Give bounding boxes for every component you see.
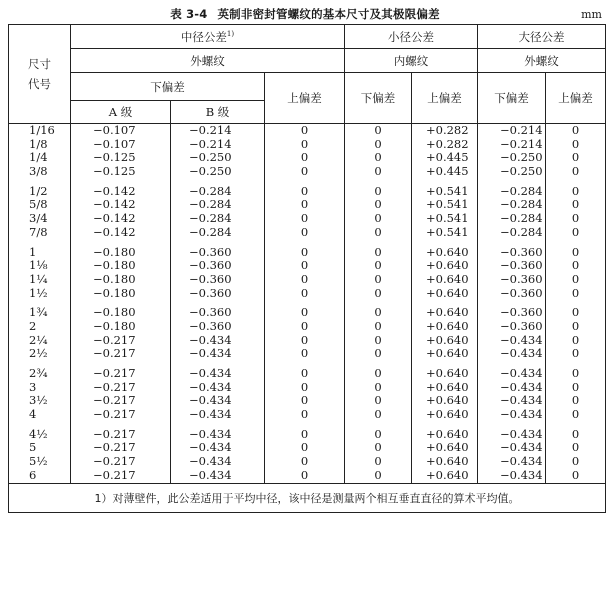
cell-b: −0.434 [189, 379, 232, 394]
cell-a: −0.180 [93, 285, 136, 300]
cell-size: 3/4 [29, 211, 48, 226]
cell-major-up: 0 [571, 123, 580, 137]
cell-b: −0.434 [189, 440, 232, 455]
cell-a: −0.217 [93, 426, 136, 441]
cell-major-up: 0 [571, 164, 580, 179]
cell-pitch-up: 0 [300, 393, 309, 408]
cell-minor-up: +0.640 [426, 332, 469, 347]
cell-major-low: −0.214 [500, 123, 543, 137]
cell-a: −0.180 [93, 244, 136, 259]
cell-minor-low: 0 [374, 150, 382, 165]
cell-size: 1/2 [29, 183, 48, 198]
cell-minor-low: 0 [374, 258, 382, 273]
cell-a: −0.142 [93, 183, 136, 198]
cell-minor-low: 0 [374, 197, 382, 212]
cell-a: −0.180 [93, 305, 136, 320]
cell-minor-low: 0 [374, 366, 382, 380]
cell-minor-low: 0 [374, 224, 382, 239]
cell-minor-up: +0.541 [426, 183, 469, 198]
cell-b: −0.360 [189, 318, 232, 333]
cell-pitch-up: 0 [300, 318, 309, 333]
cell-b: −0.434 [189, 346, 232, 361]
cell-size: 5 [29, 440, 37, 455]
cell-major-up: 0 [571, 197, 580, 212]
column-size [9, 124, 71, 484]
cell-major-up: 0 [571, 224, 580, 239]
cell-major-up: 0 [571, 318, 580, 333]
cell-minor-up: +0.640 [426, 305, 469, 320]
header-pitch-tolerance [71, 25, 345, 49]
cell-minor-up: +0.640 [426, 407, 469, 422]
cell-minor-up: +0.541 [426, 224, 469, 239]
cell-size: 1/4 [29, 150, 48, 165]
cell-minor-low: 0 [374, 211, 382, 226]
cell-minor-up: +0.640 [426, 318, 469, 333]
cell-size: 2 [29, 318, 37, 333]
cell-major-low: −0.360 [500, 318, 543, 333]
cell-minor-up: +0.541 [426, 197, 469, 212]
cell-minor-up: +0.640 [426, 285, 469, 300]
cell-minor-low: 0 [374, 346, 382, 361]
cell-size: 3 [29, 379, 37, 394]
cell-major-low: −0.284 [500, 197, 543, 212]
cell-b: −0.250 [189, 150, 232, 165]
cell-a: −0.217 [93, 454, 136, 469]
cell-size: 7/8 [29, 224, 48, 239]
cell-major-up: 0 [571, 244, 580, 259]
cell-a: −0.180 [93, 258, 136, 273]
cell-size: 1 [29, 244, 37, 259]
cell-major-low: −0.360 [500, 271, 543, 286]
cell-pitch-up: 0 [300, 271, 309, 286]
cell-a: −0.125 [93, 164, 136, 179]
cell-major-up: 0 [571, 379, 580, 394]
cell-major-low: −0.434 [500, 393, 543, 408]
header-pitch-upper: 上偏差 [265, 73, 345, 124]
cell-minor-up: +0.282 [426, 123, 469, 137]
cell-pitch-up: 0 [300, 379, 309, 394]
cell-major-low: −0.250 [500, 150, 543, 165]
cell-major-up: 0 [571, 454, 580, 469]
header-major-upper: 上偏差 [546, 73, 606, 124]
column-major-lower [478, 124, 546, 484]
cell-major-up: 0 [571, 183, 580, 198]
cell-major-low: −0.434 [500, 332, 543, 347]
cell-b: −0.434 [189, 332, 232, 347]
cell-pitch-up: 0 [300, 305, 309, 320]
cell-b: −0.434 [189, 426, 232, 441]
header-minor-lower: 下偏差 [345, 73, 412, 124]
cell-minor-up: +0.541 [426, 211, 469, 226]
cell-minor-up: +0.445 [426, 150, 469, 165]
cell-minor-up: +0.640 [426, 379, 469, 394]
cell-minor-up: +0.640 [426, 426, 469, 441]
cell-a: −0.142 [93, 211, 136, 226]
cell-a: −0.217 [93, 407, 136, 422]
cell-minor-up: +0.640 [426, 346, 469, 361]
header-grade-b: B 级 [171, 101, 265, 124]
cell-major-low: −0.214 [500, 136, 543, 151]
cell-size: 1¼ [29, 271, 48, 286]
cell-a: −0.217 [93, 379, 136, 394]
cell-major-up: 0 [571, 407, 580, 422]
cell-major-low: −0.284 [500, 183, 543, 198]
cell-minor-low: 0 [374, 426, 382, 441]
header-major-tolerance: 大径公差 [478, 25, 606, 49]
cell-minor-up: +0.282 [426, 136, 469, 151]
cell-size: 3/8 [29, 164, 48, 179]
cell-pitch-up: 0 [300, 440, 309, 455]
cell-major-up: 0 [571, 211, 580, 226]
cell-size: 6 [29, 467, 37, 482]
cell-major-low: −0.250 [500, 164, 543, 179]
cell-size: 2½ [29, 346, 48, 361]
cell-pitch-up: 0 [300, 426, 309, 441]
cell-major-up: 0 [571, 467, 580, 482]
cell-a: −0.125 [93, 150, 136, 165]
cell-major-low: −0.360 [500, 285, 543, 300]
header-major-lower: 下偏差 [478, 73, 546, 124]
cell-minor-up: +0.640 [426, 244, 469, 259]
cell-major-low: −0.434 [500, 467, 543, 482]
cell-pitch-up: 0 [300, 258, 309, 273]
cell-minor-up: +0.640 [426, 271, 469, 286]
cell-pitch-up: 0 [300, 332, 309, 347]
cell-a: −0.217 [93, 393, 136, 408]
cell-pitch-up: 0 [300, 467, 309, 482]
cell-b: −0.360 [189, 271, 232, 286]
cell-a: −0.180 [93, 271, 136, 286]
cell-minor-up: +0.640 [426, 258, 469, 273]
cell-minor-low: 0 [374, 393, 382, 408]
cell-size: 2¾ [29, 366, 48, 380]
cell-minor-low: 0 [374, 244, 382, 259]
cell-b: −0.250 [189, 164, 232, 179]
unit-label: mm [581, 8, 602, 21]
cell-minor-low: 0 [374, 164, 382, 179]
cell-minor-up: +0.640 [426, 454, 469, 469]
column-major-upper [546, 124, 606, 484]
table-title [0, 6, 610, 20]
cell-minor-low: 0 [374, 332, 382, 347]
cell-a: −0.217 [93, 467, 136, 482]
column-minor-upper [412, 124, 478, 484]
cell-b: −0.434 [189, 366, 232, 380]
cell-minor-low: 0 [374, 305, 382, 320]
cell-major-up: 0 [571, 332, 580, 347]
cell-minor-low: 0 [374, 440, 382, 455]
cell-b: −0.360 [189, 258, 232, 273]
cell-pitch-up: 0 [300, 123, 309, 137]
cell-major-low: −0.360 [500, 258, 543, 273]
cell-b: −0.434 [189, 407, 232, 422]
cell-size: 1½ [29, 285, 48, 300]
cell-major-low: −0.434 [500, 366, 543, 380]
cell-b: −0.214 [189, 123, 232, 137]
table-number: 表 3-4 [170, 7, 208, 21]
cell-a: −0.217 [93, 366, 136, 380]
header-size-code-text: 尺寸 代号 [28, 57, 51, 91]
cell-major-up: 0 [571, 150, 580, 165]
cell-b: −0.434 [189, 454, 232, 469]
cell-major-low: −0.434 [500, 426, 543, 441]
cell-minor-up: +0.445 [426, 164, 469, 179]
cell-b: −0.434 [189, 393, 232, 408]
cell-major-low: −0.360 [500, 305, 543, 320]
cell-major-up: 0 [571, 258, 580, 273]
cell-major-up: 0 [571, 426, 580, 441]
cell-pitch-up: 0 [300, 244, 309, 259]
cell-pitch-up: 0 [300, 183, 309, 198]
footnote: 1）对薄壁件，此公差适用于平均中径，该中径是测量两个相互垂直直径的算术平均值。 [9, 483, 606, 512]
cell-minor-low: 0 [374, 123, 382, 137]
cell-size: 1⅛ [29, 258, 48, 273]
cell-major-low: −0.434 [500, 346, 543, 361]
cell-major-low: −0.284 [500, 224, 543, 239]
cell-pitch-up: 0 [300, 224, 309, 239]
cell-minor-low: 0 [374, 379, 382, 394]
header-pitch-external: 外螺纹 [71, 49, 345, 73]
cell-a: −0.107 [93, 136, 136, 151]
cell-minor-low: 0 [374, 407, 382, 422]
cell-pitch-up: 0 [300, 346, 309, 361]
cell-major-up: 0 [571, 136, 580, 151]
cell-major-low: −0.360 [500, 244, 543, 259]
header-size-code [9, 25, 71, 124]
cell-a: −0.217 [93, 332, 136, 347]
cell-pitch-up: 0 [300, 136, 309, 151]
column-grade-a [71, 124, 171, 484]
table-title-text: 英制非密封管螺纹的基本尺寸及其极限偏差 [217, 7, 440, 21]
cell-minor-low: 0 [374, 136, 382, 151]
cell-major-low: −0.284 [500, 211, 543, 226]
cell-major-up: 0 [571, 271, 580, 286]
cell-major-low: −0.434 [500, 440, 543, 455]
cell-minor-low: 0 [374, 467, 382, 482]
data-body [9, 124, 606, 484]
cell-a: −0.217 [93, 440, 136, 455]
cell-minor-low: 0 [374, 183, 382, 198]
cell-minor-up: +0.640 [426, 393, 469, 408]
header-minor-upper: 上偏差 [412, 73, 478, 124]
cell-size: 4 [29, 407, 37, 422]
cell-a: −0.142 [93, 197, 136, 212]
cell-pitch-up: 0 [300, 150, 309, 165]
cell-pitch-up: 0 [300, 211, 309, 226]
cell-size: 5/8 [29, 197, 48, 212]
cell-minor-low: 0 [374, 318, 382, 333]
column-grade-b [171, 124, 265, 484]
cell-minor-up: +0.640 [426, 366, 469, 380]
cell-minor-low: 0 [374, 285, 382, 300]
cell-minor-low: 0 [374, 271, 382, 286]
header-minor-internal: 内螺纹 [345, 49, 478, 73]
cell-pitch-up: 0 [300, 164, 309, 179]
cell-pitch-up: 0 [300, 454, 309, 469]
cell-pitch-up: 0 [300, 285, 309, 300]
cell-a: −0.180 [93, 318, 136, 333]
cell-major-up: 0 [571, 285, 580, 300]
cell-b: −0.360 [189, 305, 232, 320]
cell-b: −0.284 [189, 224, 232, 239]
cell-size: 2¼ [29, 332, 48, 347]
cell-minor-low: 0 [374, 454, 382, 469]
header-grade-a: A 级 [71, 101, 171, 124]
cell-b: −0.360 [189, 244, 232, 259]
tolerance-table [8, 24, 606, 513]
cell-major-low: −0.434 [500, 407, 543, 422]
column-pitch-upper [265, 124, 345, 484]
cell-size: 4½ [29, 426, 48, 441]
cell-a: −0.107 [93, 123, 136, 137]
cell-minor-up: +0.640 [426, 440, 469, 455]
cell-b: −0.214 [189, 136, 232, 151]
header-minor-tolerance: 小径公差 [345, 25, 478, 49]
cell-size: 3½ [29, 393, 48, 408]
cell-major-up: 0 [571, 305, 580, 320]
cell-a: −0.217 [93, 346, 136, 361]
cell-major-low: −0.434 [500, 379, 543, 394]
cell-major-up: 0 [571, 346, 580, 361]
column-minor-lower [345, 124, 412, 484]
cell-pitch-up: 0 [300, 366, 309, 380]
cell-major-up: 0 [571, 366, 580, 380]
cell-major-up: 0 [571, 440, 580, 455]
cell-pitch-up: 0 [300, 197, 309, 212]
cell-b: −0.284 [189, 183, 232, 198]
cell-minor-up: +0.640 [426, 467, 469, 482]
cell-b: −0.284 [189, 211, 232, 226]
cell-pitch-up: 0 [300, 407, 309, 422]
cell-major-up: 0 [571, 393, 580, 408]
cell-size: 1/16 [29, 123, 55, 137]
cell-a: −0.142 [93, 224, 136, 239]
header-pitch-lower: 下偏差 [71, 73, 265, 101]
cell-size: 1/8 [29, 136, 48, 151]
cell-major-low: −0.434 [500, 454, 543, 469]
footnote-marker: 1) [226, 29, 235, 38]
cell-b: −0.360 [189, 285, 232, 300]
cell-b: −0.434 [189, 467, 232, 482]
header-major-external: 外螺纹 [478, 49, 606, 73]
header-pitch-tolerance-text: 中径公差 [180, 29, 227, 44]
cell-b: −0.284 [189, 197, 232, 212]
cell-size: 5½ [29, 454, 48, 469]
cell-size: 1¾ [29, 305, 48, 320]
